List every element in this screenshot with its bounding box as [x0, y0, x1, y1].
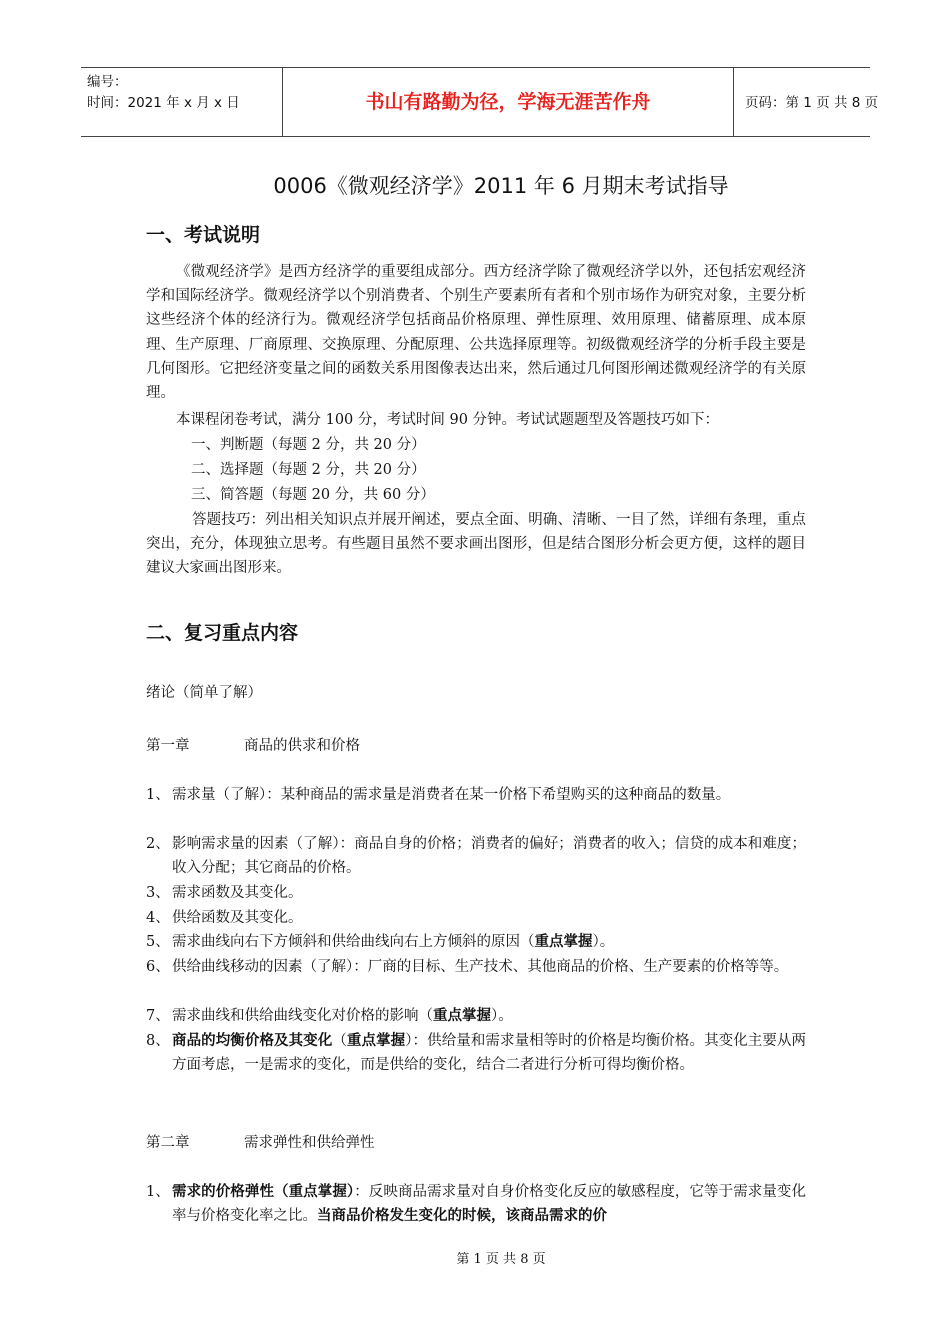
section-heading-exam: 一、考试说明 — [146, 224, 261, 246]
item-number: 7、 — [146, 1008, 170, 1024]
list-item — [146, 1029, 806, 1078]
header-meta — [81, 68, 282, 136]
page-header — [81, 67, 879, 137]
item-text: 需求量（了解）：某种商品的需求量是消费者在某一价格下希望购买的这种商品的数量。 — [172, 787, 731, 803]
header-page-label: 页码：第 1 页 共 8 页 — [745, 95, 879, 111]
item-text — [172, 930, 806, 954]
list-item — [146, 783, 806, 807]
item-number: 5、 — [146, 934, 170, 950]
item-number: 1、 — [146, 1184, 170, 1200]
emphasis-label: 需求的价格弹性（重点掌握） — [172, 1183, 355, 1200]
chapter-number: 第二章 — [146, 1135, 190, 1151]
item-text: 供给曲线移动的因素（了解）：厂商的目标、生产技术、其他商品的价格、生产要素的价格等等。 — [172, 959, 789, 975]
item-text-part: （ — [332, 1033, 347, 1049]
item-text-part: ）。 — [592, 934, 615, 950]
item-text-part: ）。 — [491, 1008, 513, 1024]
chapter-title: 商品的供求和价格 — [244, 738, 360, 754]
item-text — [172, 1004, 806, 1028]
question-type: 一、判断题（每题 2 分，共 20 分） — [191, 437, 426, 453]
exam-info: 本课程闭卷考试，满分 100 分，考试时间 90 分钟。考试试题题型及答题技巧如下： — [176, 412, 720, 428]
intro-line: 绪论（简单了解） — [146, 685, 262, 701]
list-item — [146, 906, 806, 930]
item-number: 6、 — [146, 959, 170, 975]
list-item — [146, 1180, 806, 1229]
list-item — [146, 1004, 806, 1028]
item-text — [172, 1029, 806, 1078]
emphasis-label: 重点掌握 — [433, 1007, 491, 1024]
item-text: 需求函数及其变化。 — [172, 885, 303, 901]
item-number: 2、 — [146, 836, 170, 852]
date-label: 时间：2021 年 x 月 x 日 — [87, 95, 240, 111]
number-label: 编号： — [87, 74, 128, 90]
item-text-part: 需求曲线和供给曲线变化对价格的影响（ — [172, 1008, 433, 1024]
item-text-part: 需求曲线向右下方倾斜和供给曲线向右上方倾斜的原因（ — [172, 934, 535, 950]
emphasis-label: 当商品价格发生变化的时候，该商品需求的价 — [317, 1207, 607, 1225]
intro-paragraph: 《微观经济学》是西方经济学的重要组成部分。西方经济学除了微观经济学以外，还包括宏观经济学和国际经济学。微观经济学以个别消费者、个别生产要素所有者和个别市场作为研究对象，主要分析这些经济个体的经济行为。微观经济学包括商品价格原理、弹性原理、效用原理、储蓄原理、成本原理、生产原理、厂商原理、交换原理、分配原理、公共选择原理等。初级微观经济学的分析手段主要是几何图形。它把经济变量之间的函数关系用图像表达出来，然后通过几何图形阐述微观经济学的有关原理。 — [146, 264, 806, 402]
list-item — [146, 881, 806, 905]
section-heading-review: 二、复习重点内容 — [146, 622, 299, 644]
chapter-number: 第一章 — [146, 738, 190, 754]
chapter-heading — [146, 1131, 375, 1152]
item-number: 1、 — [146, 787, 170, 803]
document-title: 0006《微观经济学》2011 年 6 月期末考试指导 — [273, 174, 729, 198]
list-item — [146, 955, 806, 979]
question-type: 三、简答题（每题 20 分，共 60 分） — [191, 487, 435, 503]
item-text: 影响需求量的因素（了解）：商品自身的价格；消费者的偏好；消费者的收入；信贷的成本和难度；收入分配；其它商品的价格。 — [172, 836, 806, 877]
emphasis-label: 商品的均衡价格及其变化 — [172, 1032, 333, 1049]
emphasis-label: 重点掌握 — [346, 1032, 406, 1049]
page-footer: 第 1 页 共 8 页 — [456, 1252, 546, 1267]
answer-tips-paragraph: 答题技巧：列出相关知识点并展开阐述，要点全面、明确、清晰、一目了然，详细有条理，重点突出，充分，体现独立思考。有些题目虽然不要求画出图形，但是结合图形分析会更方便，这样的题目建议大家画出图形来。 — [146, 512, 806, 577]
item-text-part: ：反映商品需求量对自身价格变化反应的敏感程度，它等于需求量变化率与价格变化率之比。 — [172, 1184, 806, 1225]
item-number: 3、 — [146, 885, 170, 901]
list-item — [146, 930, 806, 954]
header-motto: 书山有路勤为径，学海无涯苦作舟 — [282, 68, 734, 136]
item-text-part: ）：供给量和需求量相等时的价格是均衡价格。其变化主要从两方面考虑，一是需求的变化，而是供给的变化，结合二者进行分析可得均衡价格。 — [172, 1033, 807, 1074]
chapter-title: 需求弹性和供给弹性 — [244, 1135, 375, 1151]
item-text: 供给函数及其变化。 — [172, 910, 303, 926]
chapter-heading — [146, 734, 360, 755]
emphasis-label: 重点掌握 — [534, 933, 593, 950]
item-text — [172, 1180, 806, 1229]
item-number: 8、 — [146, 1033, 170, 1049]
question-type: 二、选择题（每题 2 分，共 20 分） — [191, 462, 426, 478]
list-item — [146, 832, 806, 881]
item-number: 4、 — [146, 910, 170, 926]
